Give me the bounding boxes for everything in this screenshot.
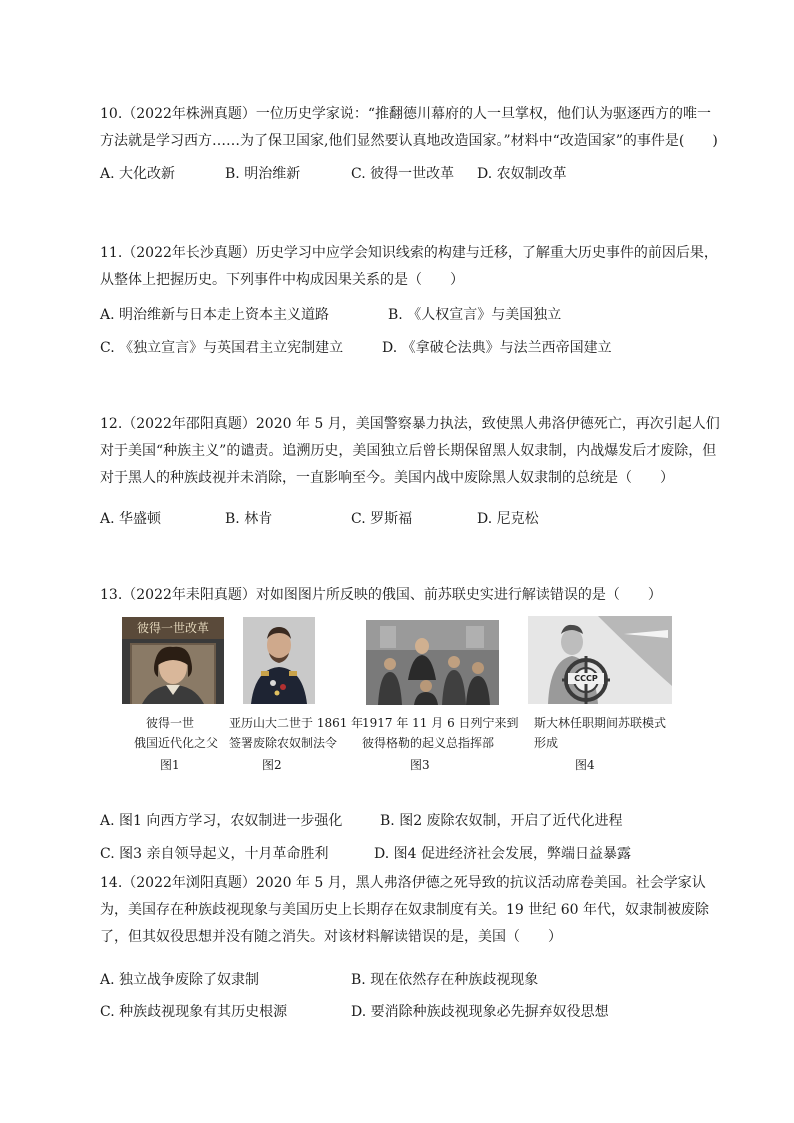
q13-option-d[interactable]: D. 图4 促进经济社会发展，弊端日益暴露 — [374, 846, 631, 862]
figure-1-image — [122, 617, 224, 704]
q12-option-c[interactable]: C. 罗斯福 — [351, 511, 413, 527]
question-10-stem: 10.（2022年株洲真题）一位历史学家说：“推翻德川幕府的人一旦掌权，他们认为驱逐西方的唯一方法就是学习西方……为了保卫国家,他们显然要认真地改造国家。”材料中“改造国家”的事件是( ) — [100, 106, 718, 149]
peter-portrait — [122, 639, 224, 704]
figure-4-image — [528, 616, 672, 704]
q14-option-c[interactable]: C. 种族歧视现象有其历史根源 — [100, 1004, 288, 1020]
q10-option-c[interactable]: C. 彼得一世改革 — [351, 166, 455, 182]
question-13-stem: 13.（2022年耒阳真题）对如图图片所反映的俄国、前苏联史实进行解读错误的是（ ） — [100, 587, 662, 603]
fig1-caption-line1: 彼得一世 — [146, 716, 195, 730]
fig2-label: 图2 — [262, 758, 282, 772]
q10-option-a[interactable]: A. 大化改新 — [100, 166, 176, 182]
question-10 — [100, 101, 725, 155]
question-12 — [100, 411, 725, 492]
q13-option-b[interactable]: B. 图2 废除农奴制，开启了近代化进程 — [380, 813, 623, 829]
q13-option-a[interactable]: A. 图1 向西方学习，农奴制进一步强化 — [100, 813, 343, 829]
question-12-stem: 12.（2022年邵阳真题）2020 年 5 月，美国警察暴力执法，致使黑人弗洛伊德死亡，再次引起人们对于美国“种族主义”的谴责。追溯历史，美国独立后曾长期保留黑人奴隶制，内战爆发后才废除，但对于黑人的种族歧视并未消除，一直影响至今。美国内战中废除黑人奴隶制的总统是（ ） — [100, 416, 720, 486]
question-13 — [100, 582, 725, 609]
cccp-badge: СССР — [568, 673, 604, 684]
fig3-caption-line2: 彼得格勒的起义总指挥部 — [362, 736, 495, 750]
fig4-label: 图4 — [575, 758, 595, 772]
q11-option-c[interactable]: C. 《独立宣言》与英国君主立宪制建立 — [100, 340, 344, 356]
q14-option-b[interactable]: B. 现在依然存在种族歧视现象 — [351, 972, 539, 988]
alexander-portrait — [243, 617, 315, 704]
fig1-caption-line2: 俄国近代化之父 — [134, 736, 219, 750]
q12-option-a[interactable]: A. 华盛顿 — [100, 511, 162, 527]
question-14-stem: 14.（2022年浏阳真题）2020 年 5 月，黑人弗洛伊德之死导致的抗议活动席卷美国。社会学家认为，美国存在种族歧视现象与美国历史上长期存在奴隶制度有关。19 世纪 60 年代，奴隶制被废除了，但其奴役思想并没有随之消失。对该材料解读错误的是，美国（ ） — [100, 875, 709, 945]
q14-option-a[interactable]: A. 独立战争废除了奴隶制 — [100, 972, 260, 988]
fig4-caption-line2: 形成 — [534, 736, 559, 750]
fig3-caption-line1: 1917 年 11 月 6 日列宁来到 — [362, 716, 519, 730]
fig2-caption-line1: 亚历山大二世于 1861 年 — [229, 716, 364, 730]
q12-option-d[interactable]: D. 尼克松 — [477, 511, 539, 527]
q11-option-a[interactable]: A. 明治维新与日本走上资本主义道路 — [100, 307, 330, 323]
question-11 — [100, 240, 725, 294]
q10-option-d[interactable]: D. 农奴制改革 — [477, 166, 567, 182]
figure-3-image — [366, 620, 499, 705]
fig3-label: 图3 — [410, 758, 430, 772]
q13-option-c[interactable]: C. 图3 亲自领导起义，十月革命胜利 — [100, 846, 329, 862]
question-11-stem: 11.（2022年长沙真题）历史学习中应学会知识线索的构建与迁移，了解重大历史事件的前因后果，从整体上把握历史。下列事件中构成因果关系的是（ ） — [100, 245, 718, 288]
figure-1-title: 彼得一世改革 — [122, 617, 224, 639]
lenin-scene — [366, 620, 499, 705]
q12-option-b[interactable]: B. 林肯 — [225, 511, 273, 527]
fig4-caption-line1: 斯大林任职期间苏联模式 — [534, 716, 667, 730]
q10-option-b[interactable]: B. 明治维新 — [225, 166, 301, 182]
fig2-caption-line2: 签署废除农奴制法令 — [229, 736, 338, 750]
question-14 — [100, 870, 725, 951]
figure-2-image — [243, 617, 315, 704]
q14-option-d[interactable]: D. 要消除种族歧视现象必先摒弃奴役思想 — [351, 1004, 609, 1020]
stalin-poster — [528, 616, 672, 704]
q11-option-d[interactable]: D. 《拿破仑法典》与法兰西帝国建立 — [382, 340, 612, 356]
q11-option-b[interactable]: B. 《人权宣言》与美国独立 — [388, 307, 562, 323]
fig1-label: 图1 — [160, 758, 180, 772]
